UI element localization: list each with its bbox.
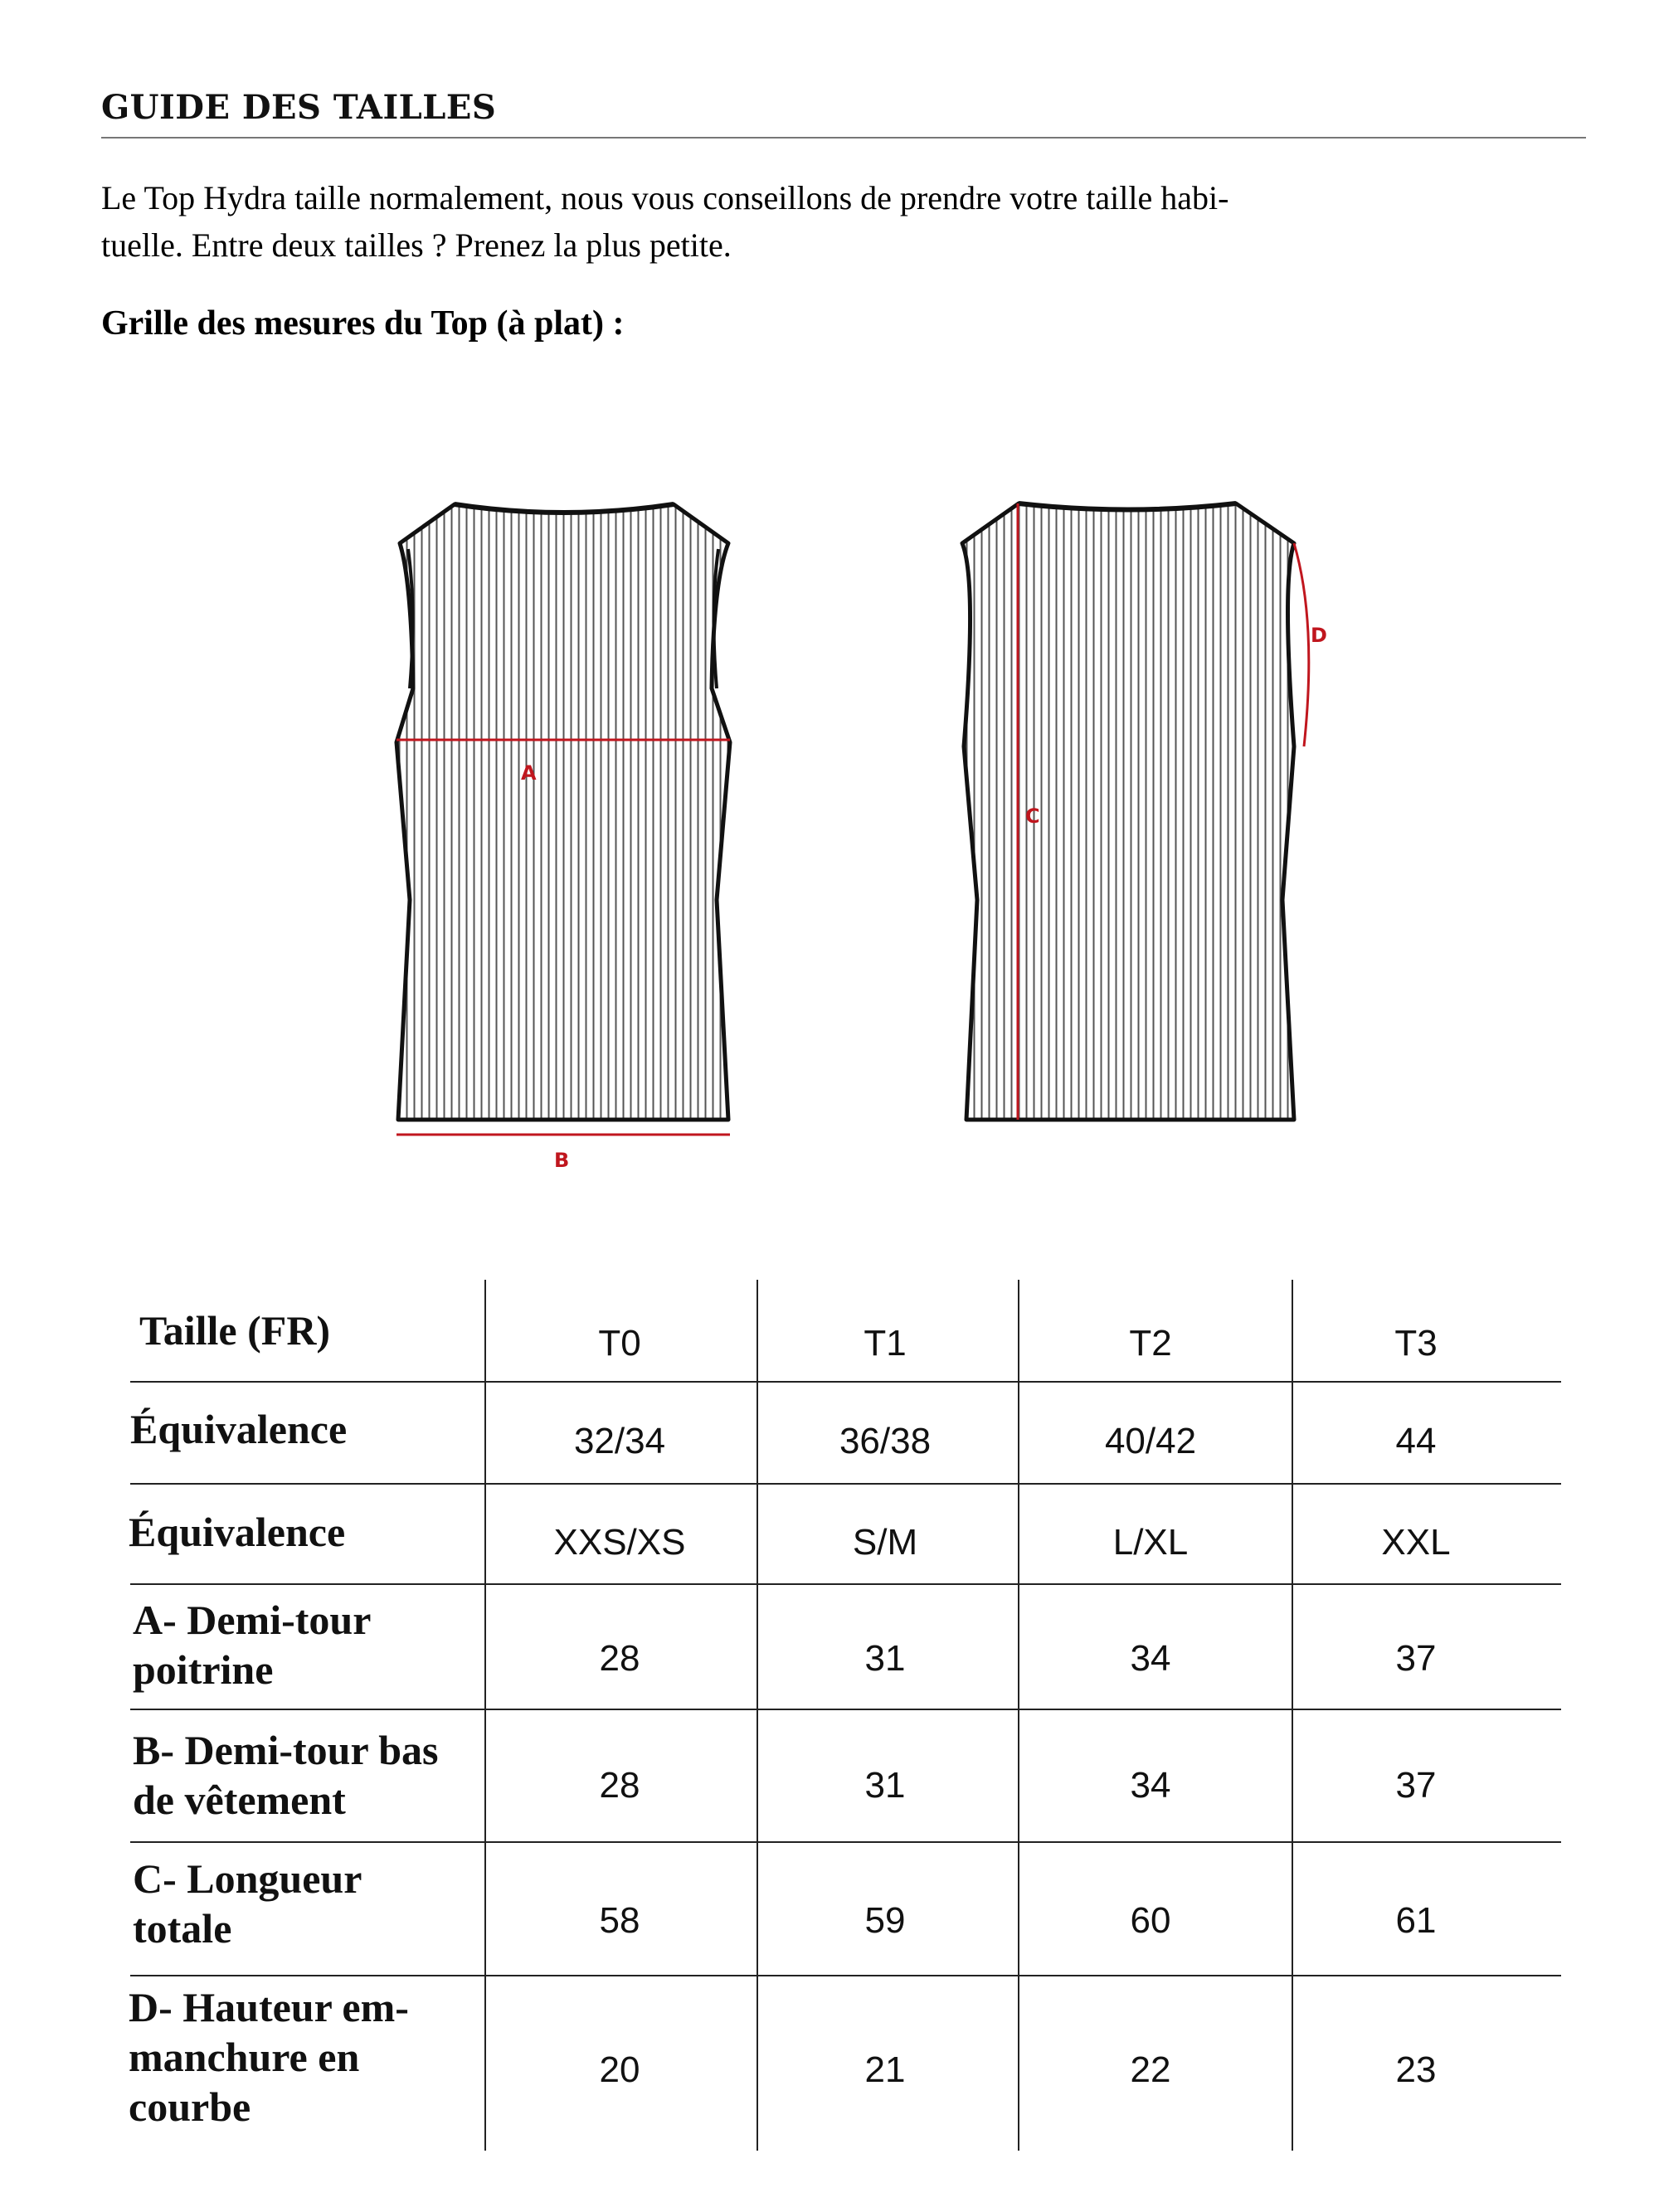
column-divider <box>1292 1280 1293 2151</box>
table-cell: 37 <box>1395 1765 1437 1806</box>
table-cell: XXS/XS <box>553 1522 686 1563</box>
column-divider <box>1018 1280 1019 2151</box>
back-view-garment <box>962 503 1294 1120</box>
measurement-grid-heading: Grille des mesures du Top (à plat) : <box>101 304 625 343</box>
label-c: C <box>1025 805 1040 828</box>
table-cell: 34 <box>1130 1638 1171 1679</box>
row-divider <box>130 1583 1561 1585</box>
table-cell: 21 <box>864 2049 906 2090</box>
row-label-d <box>129 1982 409 2132</box>
front-view-garment <box>397 504 730 1120</box>
row-label-line: de vêtement <box>133 1777 346 1823</box>
table-cell: 61 <box>1395 1900 1437 1941</box>
size-header-t1: T1 <box>864 1323 907 1364</box>
column-divider <box>757 1280 758 2151</box>
table-cell: 37 <box>1395 1638 1437 1679</box>
table-cell: 31 <box>864 1765 906 1806</box>
table-cell: 34 <box>1130 1765 1171 1806</box>
row-label-equivalence-fr <box>130 1404 347 1454</box>
row-label-b <box>133 1725 439 1825</box>
row-label-line: totale <box>133 1905 232 1952</box>
row-label-line: B- Demi-tour bas <box>133 1727 439 1773</box>
row-label-line: Équivalence <box>129 1509 346 1555</box>
row-label-line: manchure en <box>129 2034 360 2080</box>
row-divider <box>130 1381 1561 1383</box>
table-cell: 44 <box>1395 1421 1437 1461</box>
size-header-t0: T0 <box>598 1323 641 1364</box>
table-cell: 36/38 <box>839 1421 932 1461</box>
table-cell: 40/42 <box>1104 1421 1197 1461</box>
table-cell: 28 <box>599 1765 640 1806</box>
column-divider <box>484 1280 486 2151</box>
label-b: B <box>554 1149 570 1172</box>
table-cell: XXL <box>1381 1522 1451 1563</box>
size-table <box>130 1280 1561 2151</box>
table-cell: 58 <box>599 1900 640 1941</box>
table-cell: L/XL <box>1112 1522 1189 1563</box>
table-cell: 60 <box>1130 1900 1171 1941</box>
size-header-t2: T2 <box>1129 1323 1172 1364</box>
table-cell: 31 <box>864 1638 906 1679</box>
row-divider <box>130 1841 1561 1843</box>
row-divider <box>130 1975 1561 1976</box>
row-label-line: Équivalence <box>130 1406 348 1452</box>
table-cell: 59 <box>864 1900 906 1941</box>
table-cell: 20 <box>599 2049 640 2090</box>
row-label-c <box>133 1854 362 1953</box>
table-cell: 22 <box>1130 2049 1171 2090</box>
table-cell: S/M <box>852 1522 918 1563</box>
row-divider <box>130 1483 1561 1485</box>
row-label-line: poitrine <box>133 1646 274 1693</box>
size-header-t3: T3 <box>1394 1323 1438 1364</box>
row-label-equivalence-letters <box>129 1507 345 1557</box>
row-label-line: A- Demi-tour <box>133 1597 372 1643</box>
label-d: D <box>1311 624 1327 647</box>
row-label-line: D- Hauteur em- <box>129 1984 409 2030</box>
label-a: A <box>521 761 537 785</box>
intro-line-2: tuelle. Entre deux tailles ? Prenez la plus petite. <box>101 226 732 264</box>
row-divider <box>130 1709 1561 1710</box>
page-title: GUIDE DES TAILLES <box>101 88 497 127</box>
table-cell: 32/34 <box>573 1421 666 1461</box>
row-label-a <box>133 1595 371 1694</box>
table-cell: 23 <box>1395 2049 1437 2090</box>
intro-line-1: Le Top Hydra taille normalement, nous vous conseillons de prendre votre taille habi- <box>101 179 1229 216</box>
measure-curve-d <box>1294 543 1309 746</box>
row-label-line: courbe <box>129 2083 251 2130</box>
row-label-line: C- Longueur <box>133 1855 362 1902</box>
table-header-label: Taille (FR) <box>139 1307 331 1354</box>
table-cell: 28 <box>599 1638 640 1679</box>
